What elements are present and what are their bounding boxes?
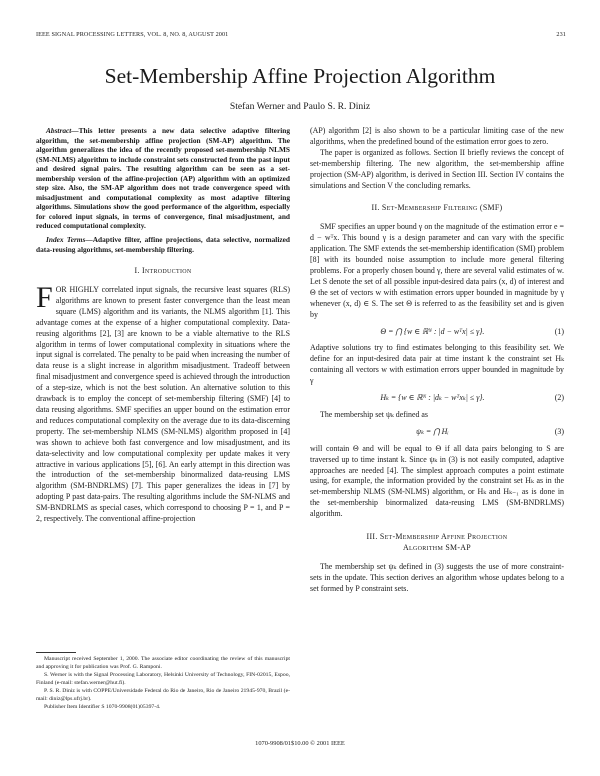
paper-title: Set-Membership Affine Projection Algorithm [104, 64, 496, 88]
intro-text: OR HIGHLY correlated input signals, the recursive least squares (RLS) algorithms are known to present faster convergence than the least mean square (LMS) algorithm and its variants, the NLMS algorithm [1]. This advantage comes at the expense of a higher computational complexity. Data-reusing algorithms [2], [3] are known to be a viable alternative to the RLS algorithm in terms of lower computational complexity in situations where the input signal is correlated. The penalty to be paid when increasing the number of data reuse is a slight increase in algorithm misadjustment. Tradeoff between final misadjustment and convergence speed is achieved through the introduction of a step-size, which is not the best solution. An alternative solution to this drawback is to employ the concept of set-membership filtering (SMF) [4] to data reusing algorithms. SMF specifies an upper bound on the estimation error and reduces computational complexity on the average due to its data-discerning property. The set-membership NLMS (SM-NLMS) algorithm proposed in [4] was shown to achieve both fast convergence and low misadjustment, and its data-selectivity and low computational complexity per update makes it very attractive in various applications [5], [6]. An early attempt in this direction was the introduction of the set-membership binormalized data-reusing LMS algorithm (SM-BNDRLMS) [7]. This paper generalizes the ideas in [7] by adopting P past data-pairs. The resulting algorithms include the SM-NLMS and SM-BNDRLMS as special cases, which correspond to choosing P = 1, and P = 2, respectively. The conventional affine-projection [36, 285, 290, 524]
paragraph-smf: SMF specifies an upper bound γ on the magnitude of the estimation error e = d − wᵀx. This bound γ is a design parameter and can vary with the specific application. The SMF extends the set-membership identification (SMI) problem [8] with its bounded noise assumption to include more general filtering problems. For a properly chosen bound γ, there are several valid estimates of w. Let S denote the set of all possible input-desired data pairs (x, d) of interest and Θ the set of vectors w with estimation errors upper bounded in magnitude by γ whenever (x, d) ∈ S. The set Θ is referred to as the feasibility set and is given by [310, 222, 564, 319]
section-heading-smap-2: Algorithm SM-AP [403, 543, 471, 552]
page-number: 231 [556, 31, 566, 38]
equation-2-number: (2) [554, 393, 564, 403]
index-terms [36, 235, 290, 254]
abstract-label: Abstract— [46, 126, 79, 135]
equation-2 [310, 393, 564, 404]
journal-header: IEEE SIGNAL PROCESSING LETTERS, VOL. 8, NO. 8, AUGUST 2001 [36, 31, 229, 38]
abstract [36, 126, 290, 231]
footnote-rule [36, 652, 76, 653]
abstract-text: This letter presents a new data selective adaptive filtering algorithm, the set-membership affine projection (SM-AP) algorithm. The algorithm generalizes the idea of the recently proposed set-membership NLMS (SM-NLMS) algorithm to include constraint sets constructed from the past input and desired signal pairs. The resulting algorithm can be seen as a set-membership version of the affine-projection (AP) algorithm with an optimized step size. Also, the SM-AP algorithm does not trade convergence speed with misadjustment and computational complexity as most adaptive filtering algorithms. Simulations show the good performance of the algorithm, especially for colored input signals, in terms of convergence, final misadjustment, and reduced computational complexity. [36, 126, 290, 231]
equation-2-body: Hₖ = {w ∈ ℝᴺ : |dₖ − wᵀxₖ| ≤ γ}. [380, 393, 485, 403]
paragraph-organization: The paper is organized as follows. Section II briefly reviews the concept of set-membership filtering. The new algorithm, the set-membership affine projection (SM-AP) algorithm, is derived in Section III. Section IV contains the simulations and Section V the concluding remarks. [310, 147, 564, 190]
copyright-footer: 1070-9908/01$10.00 © 2001 IEEE [255, 740, 345, 747]
equation-3-body: ψₖ = ⋂ Hᵢ [416, 426, 449, 436]
right-column [310, 126, 564, 595]
footnotes [36, 652, 290, 711]
intro-paragraph [36, 281, 290, 525]
paragraph-smap: The membership set ψₖ defined in (3) suggests the use of more constraint-sets in the update. This section derives an algorithm whose updates belong to a set formed by P constraint sets. [310, 561, 564, 593]
footnote-publisher: Publisher Item Identifier S 1070-9908(01)05397-4. [44, 704, 161, 710]
paragraph-membership-detail: will contain Θ and will be equal to Θ if all data pairs belonging to S are traversed up to time instant k. Since ψₖ in (3) is not easily computed, adaptive approaches are needed [4]. The simplest approach computes a point estimate using, for example, the information provided by the constraint set Hₖ as in the set-membership NLMS (SM-NLMS) algorithm, or Hₖ and Hₖ₋₁ as is done in the set-membership binormalized data-reusing LMS (SM-BNDRLMS) algorithm. [310, 443, 564, 519]
paragraph-constraint-set: Adaptive solutions try to find estimates belonging to this feasibility set. We define for an input-desired data pair at time instant k the constraint set Hₖ containing all vectors w with estimation errors upper bounded in magnitude by γ [310, 343, 564, 386]
running-header [36, 31, 566, 38]
paragraph-membership-set: The membership set ψₖ defined as [320, 409, 428, 419]
section-heading-introduction: I. Introduction [134, 266, 192, 276]
equation-1-number: (1) [554, 326, 564, 336]
section-heading-smf: II. Set-Membership Filtering (SMF) [371, 203, 503, 213]
equation-1-body: Θ = ⋂ {w ∈ ℝᴺ : |d − wᵀx| ≤ γ}. [380, 326, 485, 336]
equation-3 [310, 427, 564, 438]
paper-authors: Stefan Werner and Paulo S. R. Diniz [229, 101, 371, 112]
index-terms-label: Index Terms— [46, 235, 93, 245]
footnote-diniz: P. S. R. Diniz is with COPPE/Universidade Federal do Rio de Janeiro, Rio de Janeiro 21945-970, Brazil (e-mail: diniz@lps.ufrj.br). [36, 688, 290, 702]
paragraph-ap: (AP) algorithm [2] is also shown to be a particular limiting case of the new algorithms, when the predefined bound of the estimation error goes to zero. [310, 126, 564, 146]
left-column [36, 126, 290, 525]
equation-1 [310, 327, 564, 338]
equation-3-number: (3) [554, 426, 564, 436]
drop-cap: F [36, 281, 53, 315]
footnote-werner: S. Werner is with the Signal Processing Laboratory, Helsinki University of Technology, FIN-02015, Espoo, Finland (e-mail: stefan.werner@hut.fi). [36, 672, 290, 686]
index-terms-text: Adaptive filter, affine projections, data selective, normalized data-reusing algorithms, set-membership filtering. [36, 235, 290, 254]
footnote-manuscript: Manuscript received September 1, 2000. The associate editor coordinating the review of this manuscript and approving it for publication was Prof. G. Ramponi. [36, 656, 290, 670]
section-heading-smap-1: III. Set-Membership Affine Projection [366, 532, 508, 542]
